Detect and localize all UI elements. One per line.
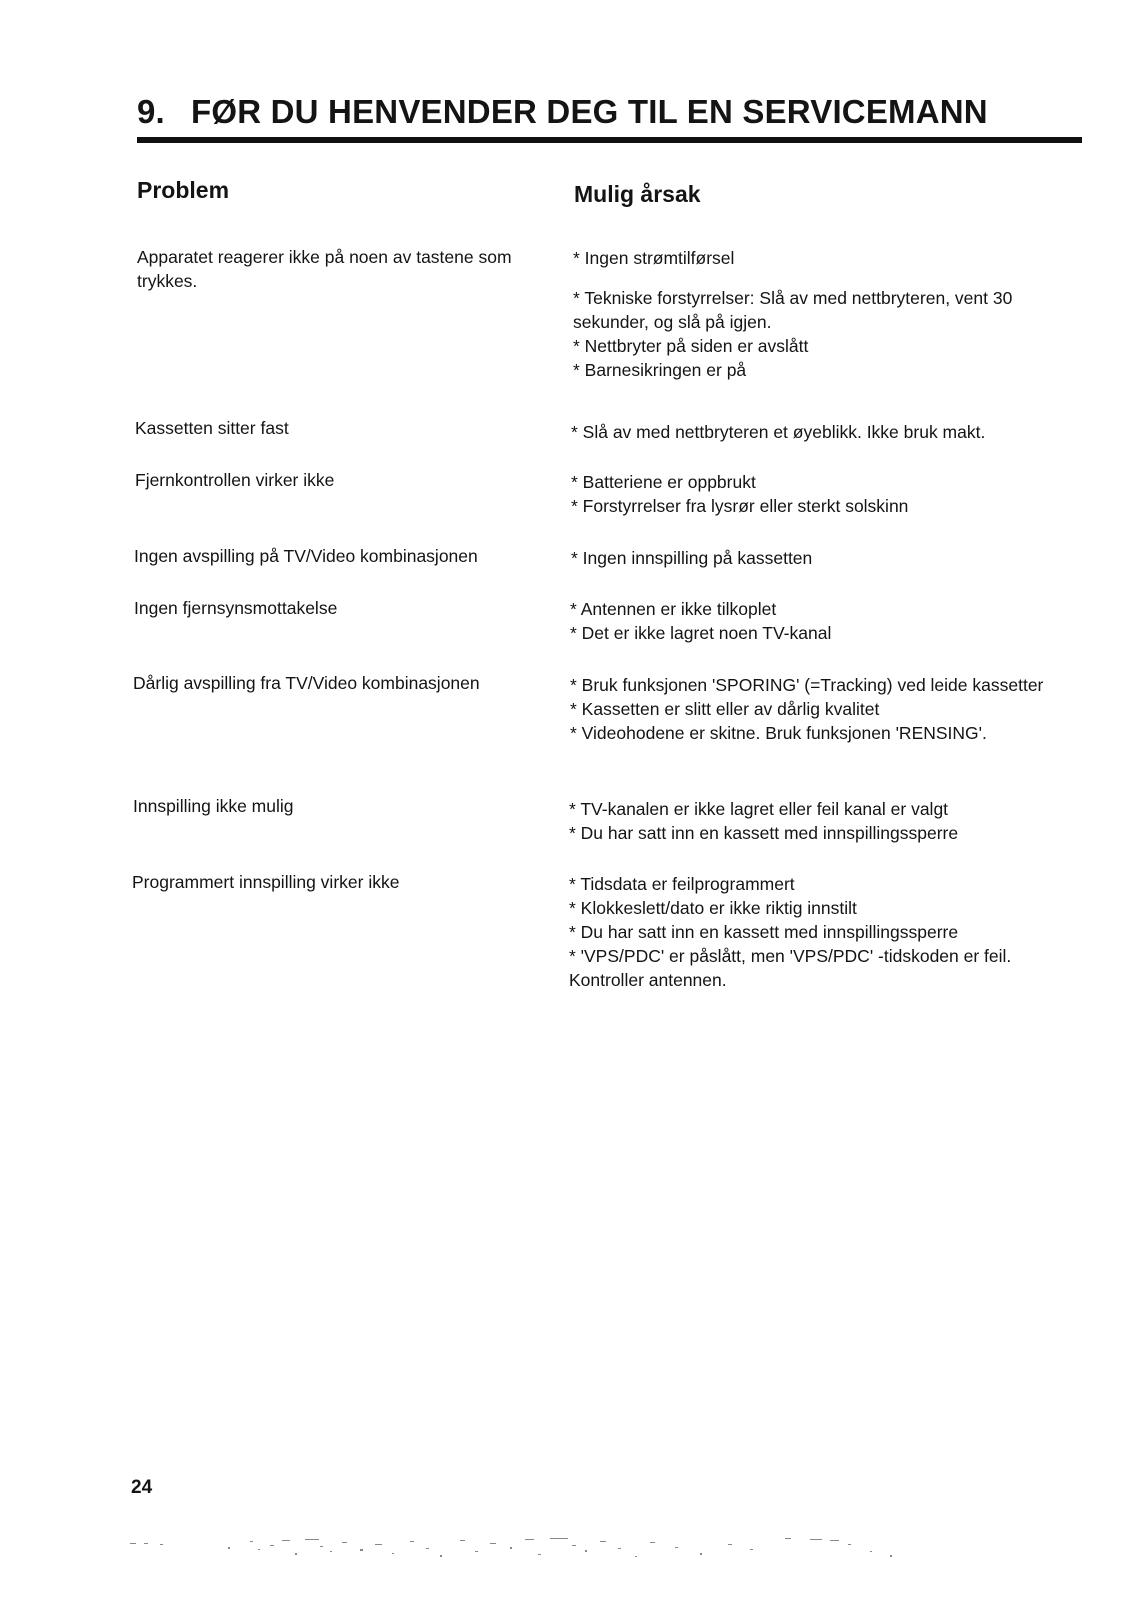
cause-column-header: Mulig årsak — [574, 181, 701, 207]
cause-item: * Barnesikringen er på — [573, 360, 747, 380]
section-number: 9. — [137, 93, 165, 130]
cause-list — [573, 246, 1078, 382]
cause-list — [571, 546, 1076, 570]
problem-text: Ingen fjernsynsmottakelse — [134, 598, 338, 618]
cause-item: * Tekniske forstyrrelser: Slå av med nettbryteren, vent 30 sekunder, og slå på igjen. — [573, 288, 1013, 332]
problem-text: Innspilling ikke mulig — [133, 796, 294, 816]
cause-item: * 'VPS/PDC' er påslått, men 'VPS/PDC' -tidskoden er feil. Kontroller antennen. — [569, 946, 1012, 990]
cause-item: * Tidsdata er feilprogrammert — [569, 874, 795, 894]
section-title-text: FØR DU HENVENDER DEG TIL EN SERVICEMANN — [191, 93, 988, 130]
cause-item: * TV-kanalen er ikke lagret eller feil kanal er valgt — [569, 799, 949, 819]
problem-text: Ingen avspilling på TV/Video kombinasjonen — [134, 546, 478, 566]
cause-item: * Kassetten er slitt eller av dårlig kvalitet — [570, 699, 880, 719]
cause-list — [569, 872, 1069, 992]
problem-text: Fjernkontrollen virker ikke — [135, 470, 335, 490]
problem-text: Programmert innspilling virker ikke — [132, 872, 400, 892]
cause-item: * Du har satt inn en kassett med innspillingssperre — [569, 922, 959, 942]
problem-text: Apparatet reagerer ikke på noen av tastene som trykkes. — [137, 247, 512, 291]
cause-item: * Antennen er ikke tilkoplet — [570, 599, 777, 619]
problem-text: Dårlig avspilling fra TV/Video kombinasjonen — [133, 673, 480, 693]
cause-item: * Slå av med nettbryteren et øyeblikk. Ikke bruk makt. — [571, 422, 986, 442]
problem-column-header: Problem — [137, 177, 230, 203]
cause-item: * Nettbryter på siden er avslått — [573, 336, 809, 356]
cause-list — [570, 673, 1075, 745]
cause-item: * Forstyrrelser fra lysrør eller sterkt solskinn — [571, 496, 909, 516]
cause-list — [569, 797, 1074, 845]
cause-item: * Batteriene er oppbrukt — [571, 472, 756, 492]
section-heading — [137, 92, 1082, 132]
cause-list — [570, 597, 1075, 645]
cause-item: * Ingen strømtilførsel — [573, 248, 735, 268]
cause-item: * Du har satt inn en kassett med innspillingssperre — [569, 823, 959, 843]
problem-text: Kassetten sitter fast — [135, 418, 289, 438]
heading-rule — [137, 137, 1082, 143]
cause-item: * Ingen innspilling på kassetten — [571, 548, 813, 568]
cause-list — [571, 470, 1076, 518]
section-title — [137, 92, 1082, 132]
page-number: 24 — [131, 1477, 153, 1498]
cause-item: * Videohodene er skitne. Bruk funksjonen 'RENSING'. — [570, 723, 987, 743]
cause-item: * Klokkeslett/dato er ikke riktig innstilt — [569, 898, 857, 918]
scan-noise — [130, 1535, 960, 1575]
cause-item: * Det er ikke lagret noen TV-kanal — [570, 623, 832, 643]
cause-list — [571, 420, 1076, 444]
cause-item: * Bruk funksjonen 'SPORING' (=Tracking) ved leide kassetter — [570, 675, 1044, 695]
